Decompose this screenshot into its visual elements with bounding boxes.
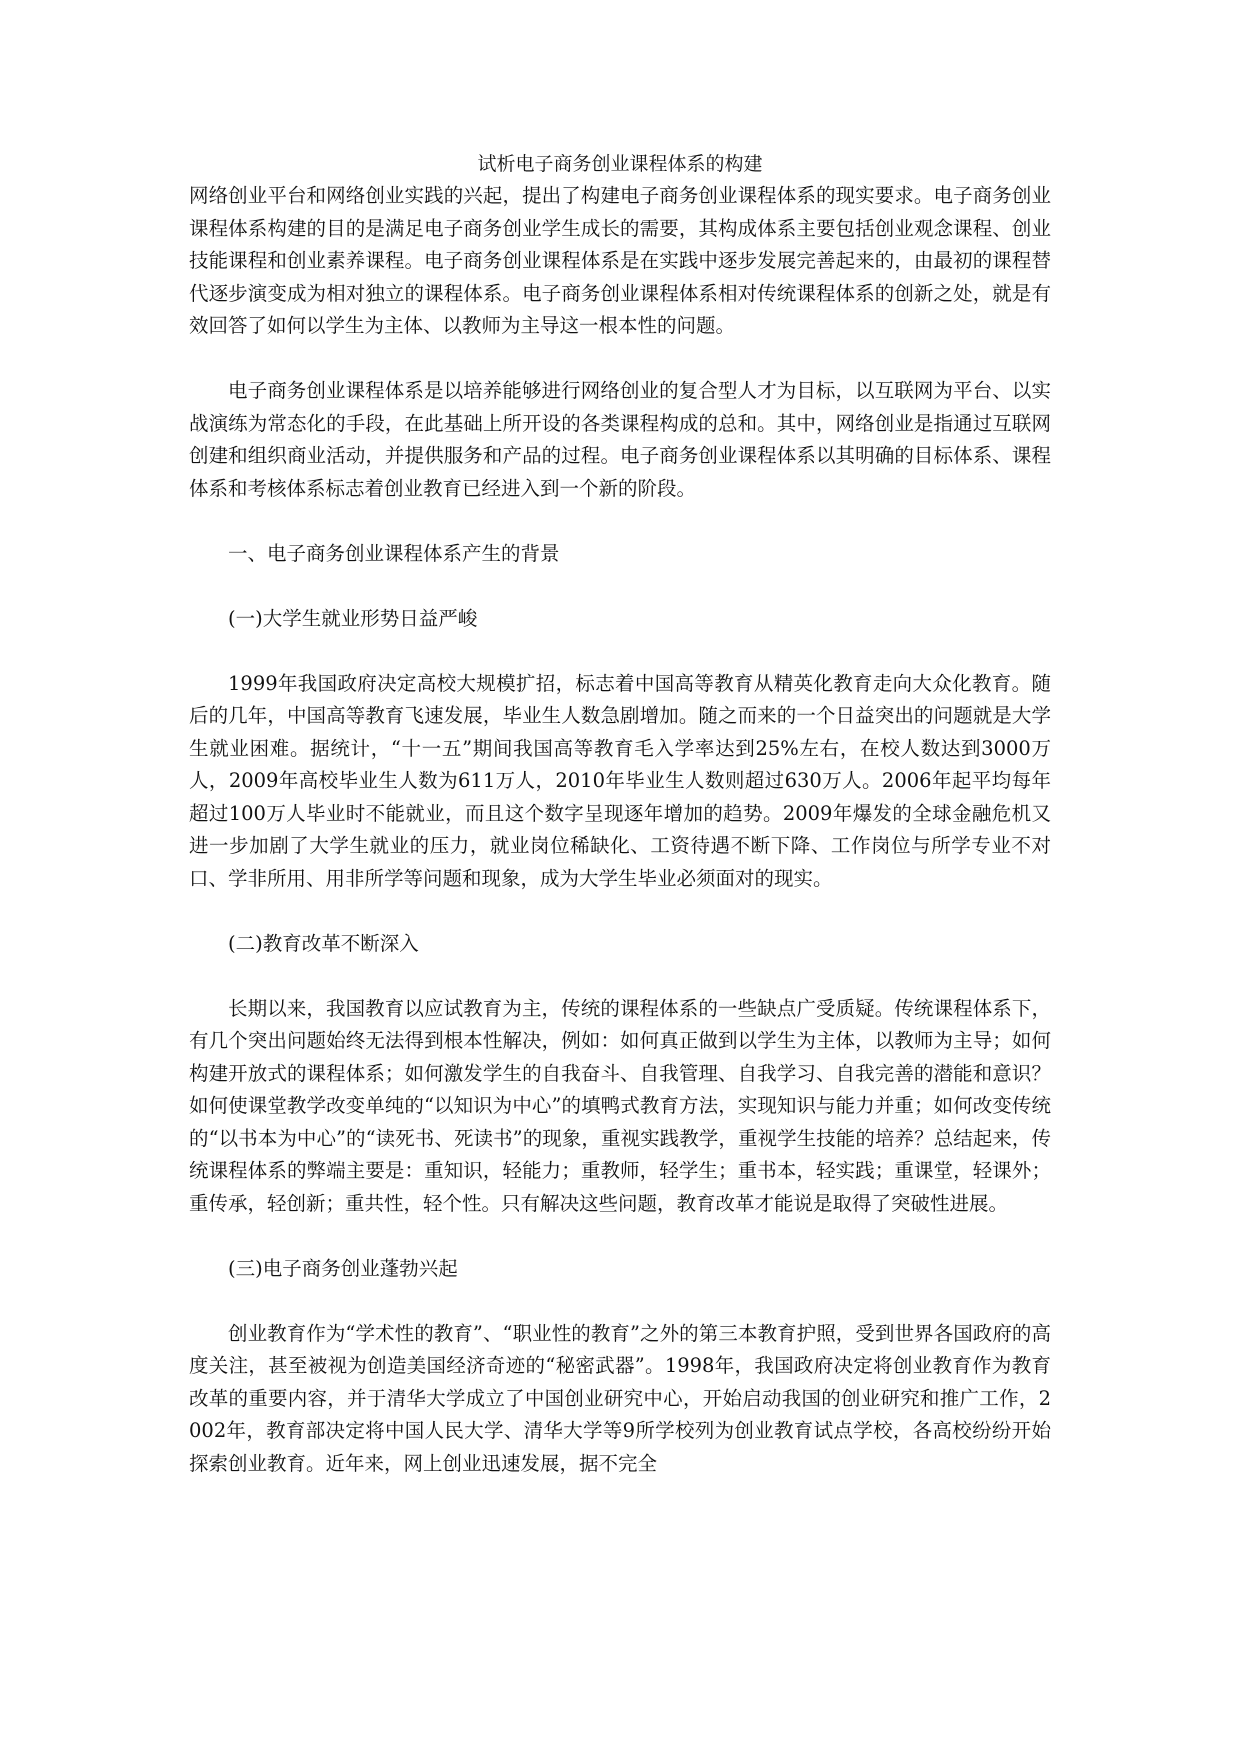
paragraph-gap [189, 635, 1051, 668]
section-heading: 一、电子商务创业课程体系产生的背景 [228, 541, 560, 565]
abstract-paragraph: 网络创业平台和网络创业实践的兴起，提出了构建电子商务创业课程体系的现实要求。电子商务创业课程体系构建的目的是满足电子商务创业学生成长的需要，其构成体系主要包括创业观念课程、创业技能课程和创业素养课程。电子商务创业课程体系是在实践中逐步发展完善起来的，由最初的课程替代逐步演变成为相对独立的课程体系。电子商务创业课程体系相对传统课程体系的创新之处，就是有效回答了如何以学生为主体、以教师为主导这一根本性的问题。 [189, 184, 1051, 337]
document-page [189, 148, 1051, 1480]
paragraph-gap [189, 343, 1051, 376]
paragraph-gap [189, 895, 1051, 928]
paragraph-gap [189, 1285, 1051, 1318]
subsection-heading-2: (二)教育改革不断深入 [228, 931, 419, 955]
subsection-heading-1: (一)大学生就业形势日益严峻 [228, 606, 478, 630]
subsection-3-paragraph: 创业教育作为“学术性的教育”、“职业性的教育”之外的第三本教育护照，受到世界各国政府的高度关注，甚至被视为创造美国经济奇迹的“秘密武器”。1998年，我国政府决定将创业教育作为教育改革的重要内容，并于清华大学成立了中国创业研究中心，开始启动我国的创业研究和推广工作，2002年，教育部决定将中国人民大学、清华大学等9所学校列为创业教育试点学校，各高校纷纷开始探索创业教育。近年来，网上创业迅速发展，据不完全 [189, 1321, 1051, 1475]
paragraph-gap [189, 505, 1051, 538]
intro-paragraph: 电子商务创业课程体系是以培养能够进行网络创业的复合型人才为目标，以互联网为平台、以实战演练为常态化的手段，在此基础上所开设的各类课程构成的总和。其中，网络创业是指通过互联网创建和组织商业活动，并提供服务和产品的过程。电子商务创业课程体系以其明确的目标体系、课程体系和考核体系标志着创业教育已经进入到一个新的阶段。 [189, 379, 1051, 500]
paragraph-gap [189, 570, 1051, 603]
subsection-2-paragraph: 长期以来，我国教育以应试教育为主，传统的课程体系的一些缺点广受质疑。传统课程体系下，有几个突出问题始终无法得到根本性解决，例如：如何真正做到以学生为主体，以教师为主导；如何构建开放式的课程体系；如何激发学生的自我奋斗、自我管理、自我学习、自我完善的潜能和意识？如何使课堂教学改变单纯的“以知识为中心”的填鸭式教育方法，实现知识与能力并重；如何改变传统的“以书本为中心”的“读死书、死读书”的现象，重视实践教学，重视学生技能的培养？总结起来，传统课程体系的弊端主要是：重知识，轻能力；重教师，轻学生；重书本，轻实践；重课堂，轻课外；重传承，轻创新；重共性，轻个性。只有解决这些问题，教育改革才能说是取得了突破性进展。 [189, 996, 1051, 1215]
paragraph-gap [189, 960, 1051, 993]
document-title: 试析电子商务创业课程体系的构建 [477, 153, 763, 175]
subsection-heading-3: (三)电子商务创业蓬勃兴起 [228, 1256, 458, 1280]
subsection-1-paragraph: 1999年我国政府决定高校大规模扩招，标志着中国高等教育从精英化教育走向大众化教育。随后的几年，中国高等教育飞速发展，毕业生人数急剧增加。随之而来的一个日益突出的问题就是大学生就业困难。据统计，“十一五”期间我国高等教育毛入学率达到25%左右，在校人数达到3000万人，2009年高校毕业生人数为611万人，2010年毕业生人数则超过630万人。2006年起平均每年超过100万人毕业时不能就业，而且这个数字呈现逐年增加的趋势。2009年爆发的全球金融危机又进一步加剧了大学生就业的压力，就业岗位稀缺化、工资待遇不断下降、工作岗位与所学专业不对口、学非所用、用非所学等问题和现象，成为大学生毕业必须面对的现实。 [189, 671, 1052, 890]
paragraph-gap [189, 1220, 1051, 1253]
